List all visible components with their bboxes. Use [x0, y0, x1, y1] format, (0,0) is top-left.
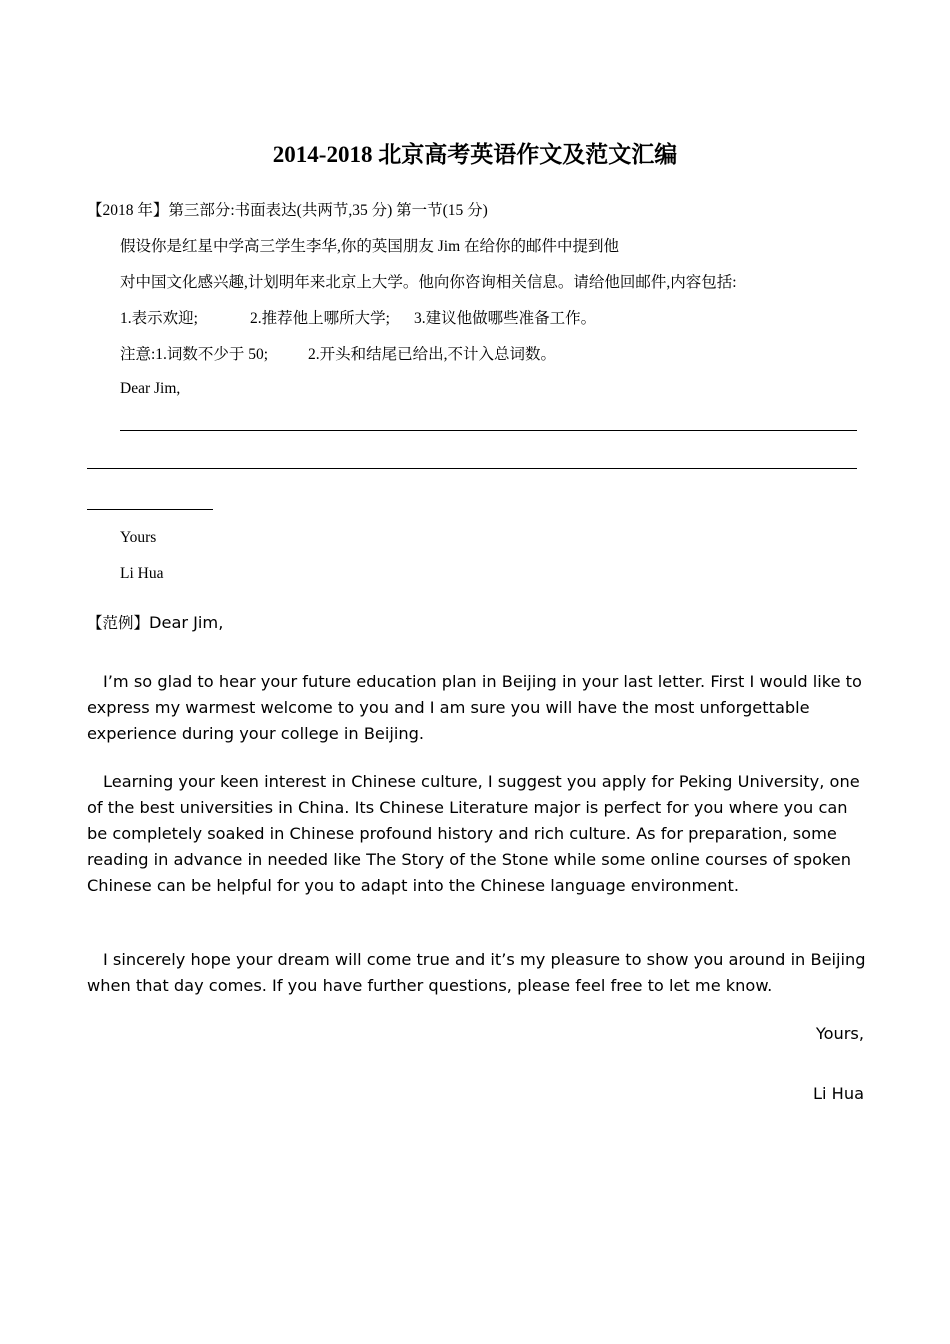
answer-line-3: [87, 509, 213, 510]
prompt-point-3: 3.建议他做哪些准备工作。: [414, 310, 597, 327]
sample-paragraph-3: I sincerely hope your dream will come true and it’s my pleasure to show you around in Beijing when that day comes. If you have further questions, please feel free to let me know.: [87, 950, 866, 995]
prompt-closing: Yours: [120, 529, 157, 546]
sample-greeting: Dear Jim,: [149, 613, 224, 632]
sample-closing: Yours,: [815, 1024, 864, 1043]
sample-label: 【范例】: [87, 615, 150, 632]
prompt-signature: Li Hua: [120, 565, 164, 582]
prompt-greeting: Dear Jim,: [120, 380, 181, 397]
answer-line-2: [87, 468, 857, 469]
prompt-point-2: 2.推荐他上哪所大学;: [250, 310, 390, 327]
prompt-line-1: 假设你是红星中学高三学生李华,你的英国朋友 Jim 在给你的邮件中提到他: [120, 238, 620, 255]
section-heading: 【2018 年】第三部分:书面表达(共两节,35 分) 第一节(15 分): [87, 202, 488, 219]
prompt-point-1: 1.表示欢迎;: [120, 310, 198, 327]
answer-line-1: [120, 430, 857, 431]
prompt-note-2: 2.开头和结尾已给出,不计入总词数。: [308, 346, 557, 363]
sample-paragraph-1: I’m so glad to hear your future education plan in Beijing in your last letter. First I would like to express my warmest welcome to you and I am sure you will have the most unforgettable experience during your college in Beijing.: [87, 672, 862, 743]
page-title: 2014-2018 北京高考英语作文及范文汇编: [272, 142, 678, 167]
sample-signature: Li Hua: [812, 1084, 864, 1103]
sample-paragraph-2: Learning your keen interest in Chinese culture, I suggest you apply for Peking University, one of the best universities in China. Its Chinese Literature major is perfect for you where you can be completely soaked in Chinese profound history and rich culture. As for preparation, some reading in advance in needed like The Story of the Stone while some online courses of spoken Chinese can be helpful for you to adapt into the Chinese language environment.: [87, 772, 860, 895]
prompt-line-2: 对中国文化感兴趣,计划明年来北京上大学。他向你咨询相关信息。请给他回邮件,内容包括:: [120, 274, 737, 291]
sample-header: [87, 611, 223, 633]
prompt-note-1: 注意:1.词数不少于 50;: [120, 346, 269, 363]
